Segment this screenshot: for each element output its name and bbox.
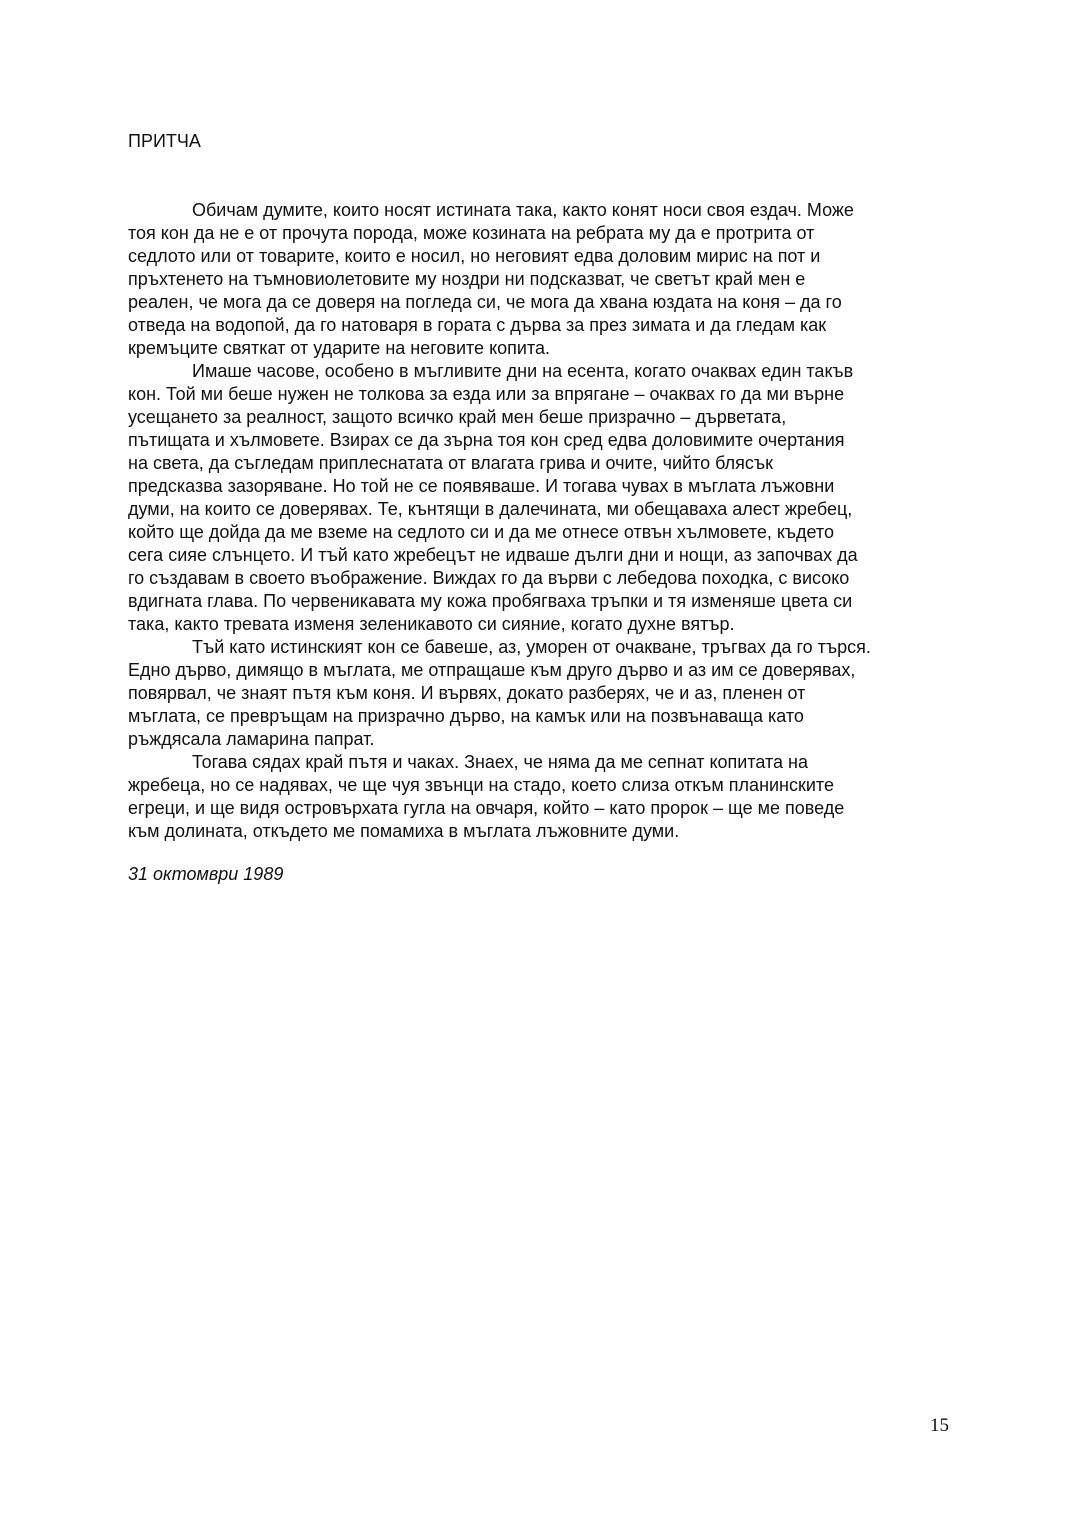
text-line: отведа на водопой, да го натоваря в гората с дърва за през зимата и да гледам как: [128, 315, 827, 335]
paragraph: [128, 751, 954, 843]
text-line: думи, на които се доверявах. Те, кънтящи в далечината, ми обещаваха алест жребец,: [128, 499, 853, 519]
text-line: кон. Той ми беше нужен не толкова за езда или за впрягане – очаквах го да ми върне: [128, 384, 845, 404]
text-line: го създавам в своето въображение. Виждах го да върви с лебедова походка, с високо: [128, 568, 850, 588]
paragraph: [128, 199, 954, 360]
text-line: който ще дойда да ме вземе на седлото си и да ме отнесе отвън хълмовете, където: [128, 522, 834, 542]
text-line: тоя кон да не е от прочута порода, може козината на ребрата му да е протрита от: [128, 223, 815, 243]
text-line: жребеца, но се надявах, че ще чуя звънци на стадо, което слиза откъм планинските: [128, 775, 834, 795]
text-line: на света, да съгледам приплеснатата от влагата грива и очите, чийто блясък: [128, 453, 774, 473]
text-line: предсказва зазоряване. Но той не се появяваше. И тогава чувах в мъглата лъжовни: [128, 476, 835, 496]
text-line: кремъците святкат от ударите на неговите копита.: [128, 338, 551, 358]
text-line: Едно дърво, димящо в мъглата, ме отпращаше към друго дърво и аз им се доверявах,: [128, 660, 856, 680]
text-line: Тъй като истинският кон се бавеше, аз, уморен от очакване, тръгвах да го търся.: [192, 637, 871, 657]
text-line: седлото или от товарите, които е носил, но неговият едва доловим мирис на пот и: [128, 246, 821, 266]
paragraph: [128, 360, 954, 636]
text-line: сега сияе слънцето. И тъй като жребецът не идваше дълги дни и нощи, аз започвах да: [128, 545, 858, 565]
page-title: ПРИТЧА: [128, 131, 201, 151]
paragraph: [128, 636, 954, 751]
text-line: Тогава сядах край пътя и чаках. Знаех, че няма да ме сепнат копитата на: [192, 752, 808, 772]
text-line: Имаше часове, особено в мъгливите дни на есента, когато очаквах един такъв: [192, 361, 854, 381]
text-line: ръждясала ламарина папрат.: [128, 729, 375, 749]
body-text: [128, 199, 954, 843]
date: 31 октомври 1989: [128, 864, 284, 884]
text-line: усещането за реалност, защото всичко край мен беше призрачно – дърветата,: [128, 407, 787, 427]
text-line: повярвал, че знаят пътя към коня. И вървях, докато разберях, че и аз, пленен от: [128, 683, 806, 703]
text-line: егреци, и ще видя островърхата гугла на овчаря, който – като пророк – ще ме поведе: [128, 798, 845, 818]
text-line: пръхтенето на тъмновиолетовите му ноздри ни подсказват, че светът край мен е: [128, 269, 806, 289]
text-line: мъглата, се превръщам на призрачно дърво, на камък или на позвънаваща като: [128, 706, 804, 726]
text-line: пътищата и хълмовете. Взирах се да зърна тоя кон сред едва доловимите очертания: [128, 430, 845, 450]
page-number: 15: [930, 1415, 949, 1436]
text-line: към долината, откъдето ме помамиха в мъглата лъжовните думи.: [128, 821, 680, 841]
text-line: Обичам думите, които носят истината така, както конят носи своя ездач. Може: [192, 200, 854, 220]
text-line: така, както тревата изменя зеленикавото си сияние, когато духне вятър.: [128, 614, 735, 634]
text-line: вдигната глава. По червеникавата му кожа пробягваха тръпки и тя изменяше цвета си: [128, 591, 853, 611]
text-line: реален, че мога да се доверя на погледа си, че мога да хвана юздата на коня – да го: [128, 292, 842, 312]
